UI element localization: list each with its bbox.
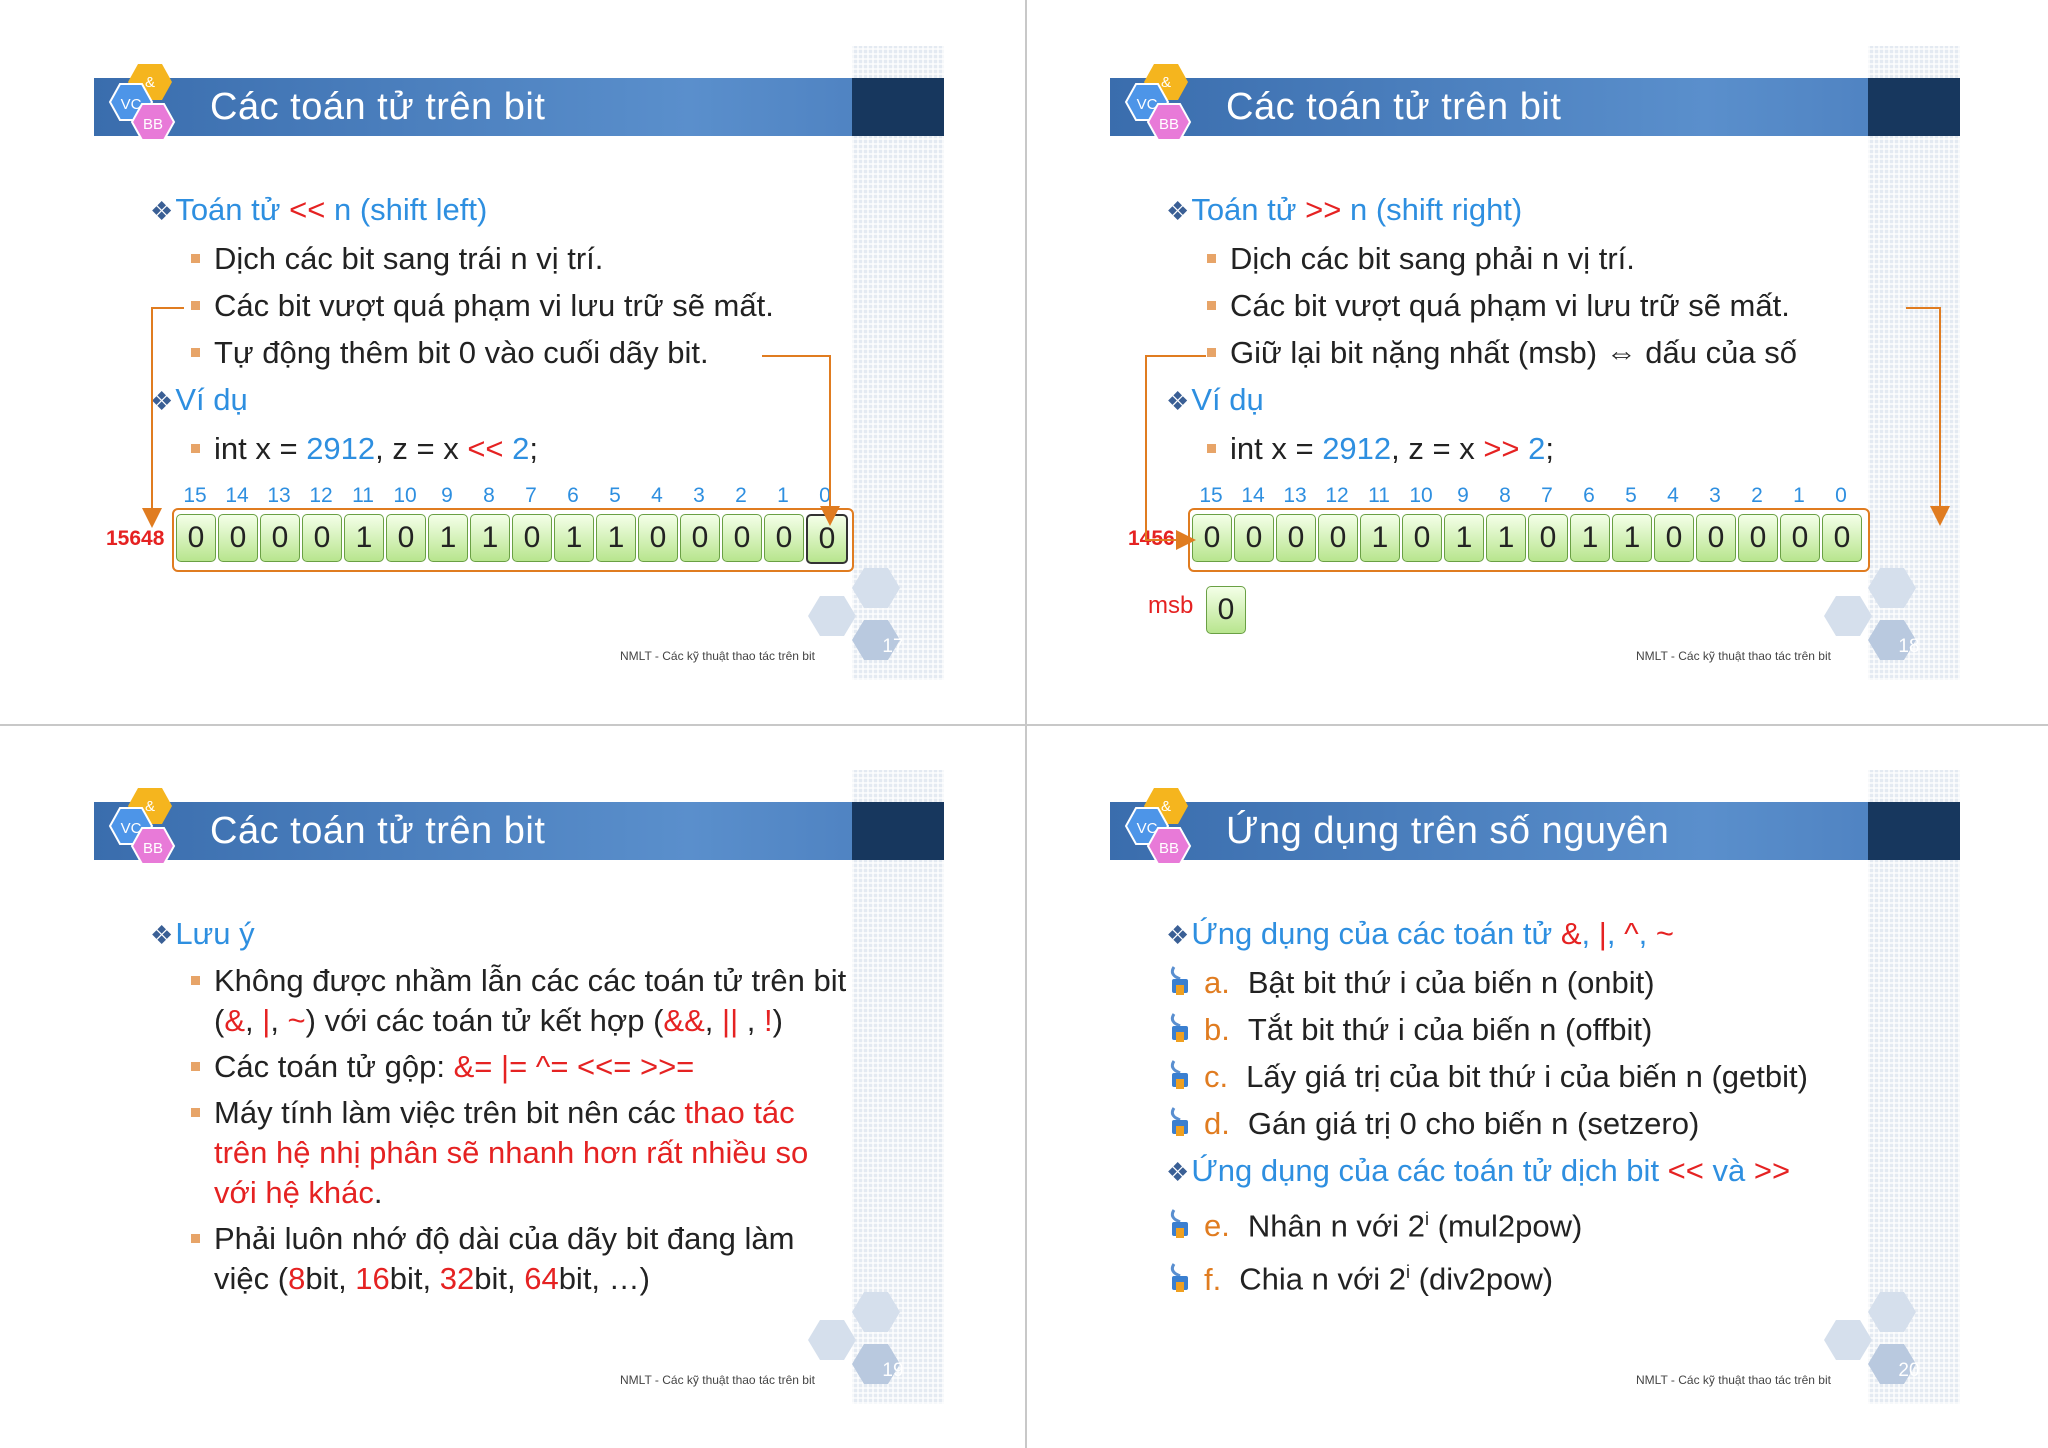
svg-text:BB: BB — [142, 116, 164, 133]
slide-18 — [1016, 0, 2040, 724]
tool-icon — [1166, 1012, 1194, 1046]
bit-cell: 0 — [1528, 514, 1568, 562]
bit-cell: 1 — [344, 514, 384, 562]
title-bar — [94, 802, 944, 860]
code-line: int x = 2912, z = x << 2; — [150, 425, 910, 472]
bit-cell: 0 — [1318, 514, 1358, 562]
bit-cell: 0 — [512, 514, 552, 562]
result-value: 15648 — [106, 527, 165, 550]
bit-position: 5 — [609, 484, 621, 507]
bit-position: 14 — [225, 484, 249, 507]
bit-position: 13 — [1283, 484, 1307, 507]
bit-cell: 0 — [1192, 514, 1232, 562]
list-item: Tự động thêm bit 0 vào cuối dãy bit. — [150, 329, 910, 376]
bit-position: 9 — [441, 484, 453, 507]
bit-position: 5 — [1625, 484, 1637, 507]
list-item: c. Lấy giá trị của bit thứ i của biến n (getbit) — [1166, 1053, 1926, 1100]
svg-text:BB: BB — [1158, 840, 1180, 857]
bit-cell: 1 — [1444, 514, 1484, 562]
svg-text:&: & — [144, 74, 156, 91]
bit-cell: 0 — [1780, 514, 1820, 562]
list-item: b. Tắt bit thứ i của biến n (offbit) — [1166, 1006, 1926, 1053]
bit-position: 1 — [1793, 484, 1805, 507]
bullet-example: ❖Ví dụ — [1166, 382, 1264, 417]
msb-label: msb — [1148, 592, 1194, 619]
hexagon-decoration — [806, 1292, 926, 1412]
bit-position: 4 — [1667, 484, 1679, 507]
bit-position: 15 — [183, 484, 207, 507]
bit-cell: 0 — [1738, 514, 1778, 562]
bit-position: 10 — [1409, 484, 1433, 507]
svg-text:&: & — [1160, 74, 1172, 91]
bit-cell: 0 — [1822, 514, 1862, 562]
bit-position: 12 — [1325, 484, 1349, 507]
bit-cell: 0 — [764, 514, 804, 562]
bit-position: 2 — [1751, 484, 1763, 507]
svg-text:BB: BB — [142, 840, 164, 857]
bit-position: 1 — [777, 484, 789, 507]
list-item: d. Gán giá trị 0 cho biến n (setzero) — [1166, 1100, 1926, 1147]
hexagon-decoration — [806, 568, 926, 688]
bit-cell: 0 — [1696, 514, 1736, 562]
tool-icon — [1166, 1106, 1194, 1140]
list-item: f. Chia n với 2$^i$ (div2pow) — [1166, 1249, 1926, 1302]
bit-position: 0 — [1835, 484, 1847, 507]
bit-cell: 1 — [1612, 514, 1652, 562]
bit-cell: 0 — [218, 514, 258, 562]
svg-text:BB: BB — [1158, 116, 1180, 133]
bit-cell: 0 — [1402, 514, 1442, 562]
code-line: int x = 2912, z = x >> 2; — [1166, 425, 1926, 472]
slide-footer: NMLT - Các kỹ thuật thao tác trên bit — [1636, 649, 1831, 663]
bullet-example: ❖Ví dụ — [150, 382, 248, 417]
bit-cell: 1 — [1360, 514, 1400, 562]
bit-cell: 0 — [722, 514, 762, 562]
bit-cell: 0 — [1654, 514, 1694, 562]
title-bar — [1110, 802, 1960, 860]
bit-cell: 0 — [260, 514, 300, 562]
bullet-shift-right: ❖Toán tử >> n (shift right) — [1166, 192, 1523, 227]
svg-text:&: & — [144, 798, 156, 815]
list-item: Các toán tử gộp: &= |= ^= <<= >>= — [150, 1047, 890, 1087]
bit-position: 7 — [525, 484, 537, 507]
bit-position: 8 — [1499, 484, 1511, 507]
list-item: a. Bật bit thứ i của biến n (onbit) — [1166, 959, 1926, 1006]
bullet-note: ❖Lưu ý — [150, 916, 255, 951]
tool-icon — [1166, 1262, 1194, 1296]
bit-position: 4 — [651, 484, 663, 507]
bit-cell: 0 — [176, 514, 216, 562]
bit-cell: 1 — [554, 514, 594, 562]
bullet-shift-applications: ❖Ứng dụng của các toán tử dịch bit << và >> — [1166, 1153, 1791, 1188]
bit-cell: 1 — [1486, 514, 1526, 562]
slide-title: Các toán tử trên bit — [210, 810, 546, 852]
list-item: Phải luôn nhớ độ dài của dãy bit đang làm việc (8bit, 16bit, 32bit, 64bit, …) — [150, 1219, 890, 1299]
page-number: 19 — [882, 1360, 904, 1381]
vc-bb-logo-icon — [108, 788, 196, 872]
svg-text:VC: VC — [1136, 96, 1158, 113]
slide-17 — [0, 0, 1024, 724]
bit-position: 2 — [735, 484, 747, 507]
list-item: Máy tính làm việc trên bit nên các thao tác trên hệ nhị phân sẽ nhanh hơn rất nhiều so với hệ khác. — [150, 1093, 890, 1213]
svg-text:VC: VC — [120, 820, 142, 837]
slide-footer: NMLT - Các kỹ thuật thao tác trên bit — [620, 649, 815, 663]
slide-title: Các toán tử trên bit — [1226, 86, 1562, 128]
svg-text:VC: VC — [1136, 820, 1158, 837]
slide-footer: NMLT - Các kỹ thuật thao tác trên bit — [1636, 1373, 1831, 1387]
bit-position: 15 — [1199, 484, 1223, 507]
list-item: Dịch các bit sang trái n vị trí. — [150, 235, 910, 282]
result-value: 1456 — [1128, 527, 1175, 550]
bit-position: 10 — [393, 484, 417, 507]
slide-19 — [0, 724, 1024, 1448]
bit-position: 6 — [567, 484, 579, 507]
list-item: e. Nhân n với 2$^i$ (mul2pow) — [1166, 1196, 1926, 1249]
bit-position: 6 — [1583, 484, 1595, 507]
list-item: Các bit vượt quá phạm vi lưu trữ sẽ mất. — [1166, 282, 1926, 329]
page-number: 17 — [882, 636, 904, 657]
bit-position: 0 — [819, 484, 831, 507]
bit-cell: 0 — [638, 514, 678, 562]
bit-position: 9 — [1457, 484, 1469, 507]
bit-cell: 0 — [1276, 514, 1316, 562]
hexagon-decoration — [1822, 568, 1942, 688]
bit-position: 3 — [1709, 484, 1721, 507]
bit-position: 11 — [352, 484, 374, 507]
slide-title: Ứng dụng trên số nguyên — [1226, 810, 1670, 852]
bit-position: 8 — [483, 484, 495, 507]
bit-position: 12 — [309, 484, 333, 507]
msb-bit-cell: 0 — [1206, 586, 1246, 634]
svg-text:&: & — [1160, 798, 1172, 815]
bit-cell: 0 — [680, 514, 720, 562]
page-number: 20 — [1898, 1360, 1920, 1381]
list-item: Giữ lại bit nặng nhất (msb) ⇔ dấu của số — [1166, 329, 1926, 376]
bit-position: 11 — [1368, 484, 1390, 507]
bit-position: 7 — [1541, 484, 1553, 507]
bullet-shift-left: ❖Toán tử << n (shift left) — [150, 192, 488, 227]
slide-footer: NMLT - Các kỹ thuật thao tác trên bit — [620, 1373, 815, 1387]
list-item: Không được nhầm lẫn các các toán tử trên bit (&, |, ~) với các toán tử kết hợp (&&, || , !) — [150, 961, 890, 1041]
svg-text:VC: VC — [120, 96, 142, 113]
tool-icon — [1166, 1059, 1194, 1093]
list-item: Các bit vượt quá phạm vi lưu trữ sẽ mất. — [150, 282, 910, 329]
tool-icon — [1166, 1208, 1194, 1242]
slide-20 — [1016, 724, 2040, 1448]
page-number: 18 — [1898, 636, 1920, 657]
bit-position: 13 — [267, 484, 291, 507]
bit-position: 3 — [693, 484, 705, 507]
bit-position: 14 — [1241, 484, 1265, 507]
bullet-applications: ❖Ứng dụng của các toán tử &, |, ^, ~ — [1166, 916, 1674, 951]
bit-cell: 1 — [428, 514, 468, 562]
bit-cell: 0 — [1234, 514, 1274, 562]
hexagon-decoration — [1822, 1292, 1942, 1412]
bit-cell: 1 — [470, 514, 510, 562]
slide-title: Các toán tử trên bit — [210, 86, 546, 128]
list-item: Dịch các bit sang phải n vị trí. — [1166, 235, 1926, 282]
bit-cell: 1 — [596, 514, 636, 562]
vc-bb-logo-icon — [1124, 788, 1212, 872]
bit-cell: 0 — [386, 514, 426, 562]
bit-cell: 0 — [302, 514, 342, 562]
bit-cell: 0 — [806, 514, 848, 564]
slide-body — [150, 910, 890, 1305]
bit-cell: 1 — [1570, 514, 1610, 562]
tool-icon — [1166, 965, 1194, 999]
slide-body — [1166, 910, 1926, 1303]
